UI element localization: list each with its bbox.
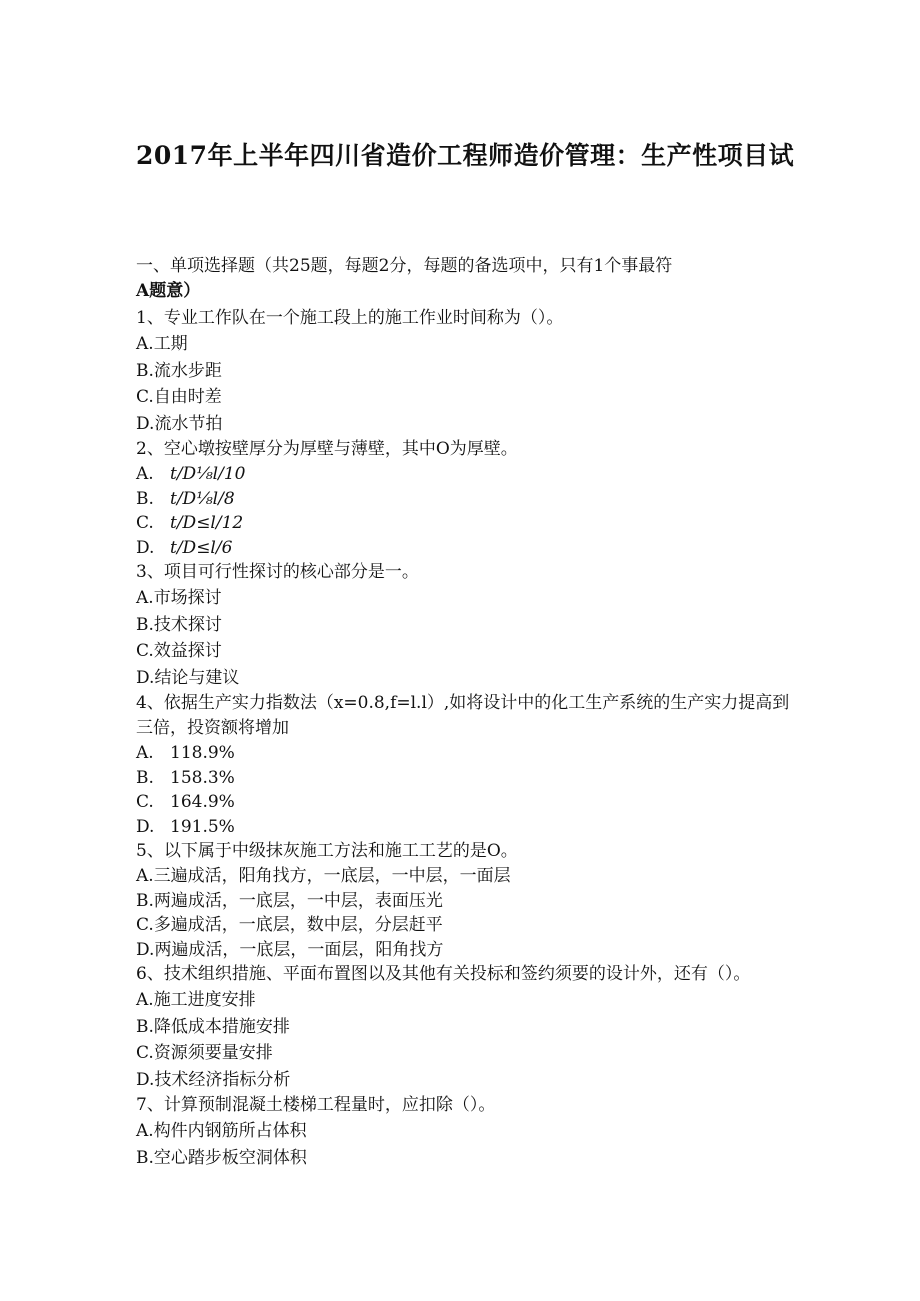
option-letter: C. bbox=[136, 387, 154, 407]
option-letter: B. bbox=[136, 1147, 154, 1168]
option-text: t/D≤l/6 bbox=[170, 537, 233, 558]
option-letter: C. bbox=[136, 1043, 154, 1063]
option-d bbox=[136, 665, 796, 692]
question-stem: 5、以下属于中级抹灰施工方法和施工工艺的是O。 bbox=[136, 841, 518, 861]
option-text: 技术探讨 bbox=[153, 614, 222, 635]
option-c bbox=[136, 384, 796, 411]
option-text: 流水节拍 bbox=[154, 413, 223, 434]
option-letter: A. bbox=[136, 1121, 154, 1141]
option-letter: A. bbox=[136, 866, 154, 886]
option-d bbox=[136, 411, 796, 438]
option-letter: B. bbox=[136, 614, 154, 635]
option-text: 164.9% bbox=[170, 792, 235, 812]
option-c bbox=[136, 790, 796, 815]
option-text: 158.3% bbox=[170, 767, 235, 788]
option-a bbox=[136, 331, 796, 358]
document-body bbox=[136, 254, 796, 1171]
option-text: 效益探讨 bbox=[153, 641, 222, 661]
option-text: 空心踏步板空洞体积 bbox=[153, 1147, 307, 1168]
option-c bbox=[136, 1040, 796, 1067]
option-letter: C. bbox=[136, 513, 154, 533]
option-letter: D. bbox=[136, 939, 155, 960]
question-4 bbox=[136, 691, 796, 839]
option-letter: B. bbox=[136, 488, 154, 509]
option-letter: D. bbox=[136, 667, 155, 688]
option-text: 三遍成活，阳角找方，一底层，一中层，一面层 bbox=[153, 866, 511, 886]
option-b bbox=[136, 1145, 796, 1172]
question-stem: 1、专业工作队在一个施工段上的施工作业时间称为（）。 bbox=[136, 308, 564, 328]
option-c bbox=[136, 638, 796, 665]
option-letter: B. bbox=[136, 1016, 154, 1037]
option-letter: D. bbox=[136, 816, 155, 837]
option-text: 多遍成活，一底层，数中层，分层赶平 bbox=[153, 915, 443, 935]
question-1 bbox=[136, 306, 796, 437]
option-letter: D. bbox=[136, 413, 155, 434]
option-b bbox=[136, 358, 796, 385]
option-text: t/D≤l/12 bbox=[170, 513, 244, 533]
option-letter: A. bbox=[136, 588, 154, 608]
option-d bbox=[136, 536, 796, 561]
option-letter: C. bbox=[136, 915, 154, 935]
question-5 bbox=[136, 839, 796, 962]
option-letter: A. bbox=[136, 990, 154, 1010]
option-a bbox=[136, 1118, 796, 1145]
option-text: 两遍成活，一底层，一面层，阳角找方 bbox=[154, 939, 444, 960]
option-text: 工期 bbox=[153, 334, 188, 354]
option-letter: C. bbox=[136, 792, 154, 812]
option-text: 施工进度安排 bbox=[153, 990, 256, 1010]
option-letter: D. bbox=[136, 1069, 155, 1090]
option-c bbox=[136, 913, 796, 938]
option-a bbox=[136, 585, 796, 612]
option-text: 技术经济指标分析 bbox=[154, 1069, 291, 1090]
option-text: 自由时差 bbox=[153, 387, 222, 407]
option-text: 降低成本措施安排 bbox=[153, 1016, 290, 1037]
question-stem: 4、依据生产实力指数法（x=0.8,f=l.l）,如将设计中的化工生产系统的生产实力提高到三倍，投资额将增加 bbox=[136, 693, 790, 738]
option-letter: A. bbox=[136, 334, 154, 354]
option-text: 两遍成活，一底层，一中层，表面压光 bbox=[153, 890, 443, 911]
question-3 bbox=[136, 560, 796, 691]
question-7 bbox=[136, 1093, 796, 1171]
option-text: 结论与建议 bbox=[154, 667, 240, 688]
question-2 bbox=[136, 437, 796, 560]
option-text: t/D⅛l/10 bbox=[170, 464, 246, 484]
option-letter: D. bbox=[136, 537, 155, 558]
option-letter: A. bbox=[136, 743, 154, 763]
option-text: 构件内钢筋所占体积 bbox=[153, 1121, 307, 1141]
option-letter: A. bbox=[136, 464, 154, 484]
option-text: 市场探讨 bbox=[153, 588, 222, 608]
option-a bbox=[136, 462, 796, 487]
option-b bbox=[136, 487, 796, 512]
question-stem: 6、技术组织措施、平面布置图以及其他有关投标和签约须要的设计外，还有（）。 bbox=[136, 964, 751, 984]
option-text: 流水步距 bbox=[153, 360, 222, 381]
option-text: 资源须要量安排 bbox=[153, 1043, 273, 1063]
option-text: t/D⅛l/8 bbox=[170, 488, 235, 509]
section-heading bbox=[136, 254, 796, 304]
option-letter: C. bbox=[136, 641, 154, 661]
question-stem: 2、空心墩按壁厚分为厚壁与薄壁，其中O为厚壁。 bbox=[136, 439, 518, 459]
option-letter: B. bbox=[136, 890, 154, 911]
question-stem: 3、项目可行性探讨的核心部分是一。 bbox=[136, 562, 419, 582]
document-title: 2017年上半年四川省造价工程师造价管理：生产性项目试 bbox=[136, 141, 795, 170]
section-heading-line-2: A题意） bbox=[136, 281, 201, 301]
option-d bbox=[136, 938, 796, 963]
option-d bbox=[136, 815, 796, 840]
option-letter: B. bbox=[136, 360, 154, 381]
option-c bbox=[136, 511, 796, 536]
option-a bbox=[136, 741, 796, 766]
option-b bbox=[136, 612, 796, 639]
option-d bbox=[136, 1067, 796, 1094]
option-a bbox=[136, 864, 796, 889]
option-b bbox=[136, 1014, 796, 1041]
question-6 bbox=[136, 962, 796, 1093]
question-stem: 7、计算预制混凝土楼梯工程量时，应扣除（）。 bbox=[136, 1095, 496, 1115]
option-b bbox=[136, 766, 796, 791]
option-b bbox=[136, 889, 796, 914]
section-heading-line-1: 一、单项选择题（共25题，每题2分，每题的备选项中，只有1个事最符 bbox=[136, 256, 673, 276]
option-text: 118.9% bbox=[170, 743, 235, 763]
option-letter: B. bbox=[136, 767, 154, 788]
option-text: 191.5% bbox=[170, 816, 235, 837]
option-a bbox=[136, 987, 796, 1014]
